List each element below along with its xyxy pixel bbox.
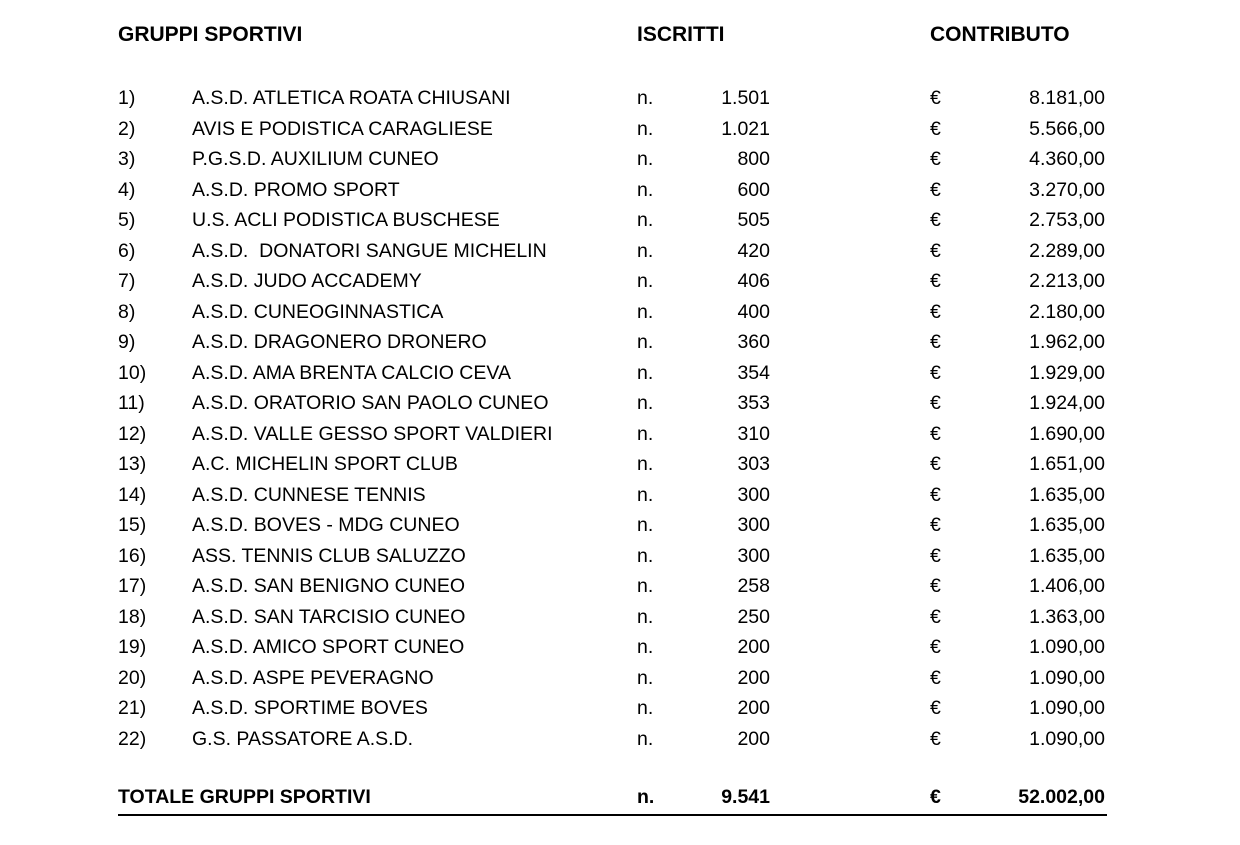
euro-sign: € (930, 331, 941, 353)
table-row (0, 205, 1240, 236)
row-index: 12) (118, 422, 147, 445)
group-name: A.S.D. ASPE PEVERAGNO (192, 666, 434, 689)
table-row (0, 541, 1240, 572)
contributo-value: 1.929,00 (1029, 361, 1105, 384)
row-index: 1) (118, 87, 136, 109)
unit-label: n. (637, 636, 654, 658)
euro-sign: € (930, 87, 941, 109)
spacer (770, 693, 930, 724)
euro-sign: € (930, 361, 941, 384)
unit-label: n. (637, 300, 654, 323)
group-name: A.S.D. BOVES - MDG CUNEO (192, 514, 460, 536)
contributo-value: 1.090,00 (1029, 697, 1105, 719)
contributo-value: 1.924,00 (1029, 392, 1105, 414)
euro-sign: € (930, 636, 941, 658)
spacer (770, 782, 930, 812)
iscritti-value: 200 (737, 727, 770, 750)
euro-sign: € (930, 300, 941, 323)
table-row (0, 144, 1240, 175)
spacer (770, 449, 930, 480)
unit-label: n. (637, 117, 654, 140)
iscritti-value: 300 (737, 514, 770, 536)
page-title: GRUPPI SPORTIVI (118, 23, 303, 46)
spacer (770, 663, 930, 694)
unit-label: n. (637, 666, 654, 689)
euro-sign: € (930, 148, 941, 170)
unit-label: n. (637, 178, 654, 201)
group-name: A.C. MICHELIN SPORT CLUB (192, 453, 458, 475)
contributo-value: 1.635,00 (1029, 514, 1105, 536)
unit-label: n. (637, 148, 654, 170)
unit-label: n. (637, 270, 654, 292)
table-row (0, 510, 1240, 541)
euro-sign: € (930, 209, 941, 231)
total-contributo-value: 52.002,00 (1018, 786, 1105, 808)
euro-sign: € (930, 697, 941, 719)
row-index: 5) (118, 209, 136, 231)
table-row (0, 724, 1240, 755)
iscritti-value: 420 (737, 239, 770, 262)
group-name: A.S.D. SAN BENIGNO CUNEO (192, 575, 466, 597)
unit-label: n. (637, 483, 654, 506)
unit-label: n. (637, 361, 654, 384)
row-index: 6) (118, 239, 136, 262)
row-index: 13) (118, 453, 147, 475)
row-index: 10) (118, 361, 147, 384)
unit-label: n. (637, 544, 654, 567)
iscritti-value: 310 (737, 422, 770, 445)
row-index: 4) (118, 178, 136, 201)
unit-label: n. (637, 422, 654, 445)
iscritti-value: 300 (737, 483, 770, 506)
table-row (0, 480, 1240, 511)
contributo-value: 2.213,00 (1029, 270, 1105, 292)
euro-sign: € (930, 544, 941, 567)
row-index: 22) (118, 727, 147, 750)
group-name: AVIS E PODISTICA CARAGLIESE (192, 117, 493, 140)
table-row (0, 693, 1240, 724)
euro-sign: € (930, 117, 941, 140)
row-index: 7) (118, 270, 136, 292)
iscritti-value: 303 (737, 453, 770, 475)
euro-sign: € (930, 666, 941, 689)
euro-sign: € (930, 270, 941, 292)
group-name: A.S.D. VALLE GESSO SPORT VALDIERI (192, 422, 553, 445)
table-row (0, 83, 1240, 114)
table-row (0, 602, 1240, 633)
contributo-value: 1.406,00 (1029, 575, 1105, 597)
unit-label: n. (637, 87, 654, 109)
spacer (770, 571, 930, 602)
table-row (0, 175, 1240, 206)
spacer (770, 419, 930, 450)
unit-label: n. (637, 697, 654, 719)
euro-sign: € (930, 514, 941, 536)
contributo-value: 1.363,00 (1029, 605, 1105, 628)
spacer (770, 144, 930, 175)
spacer (770, 205, 930, 236)
spacer (770, 632, 930, 663)
contributo-value: 2.289,00 (1029, 239, 1105, 262)
table-row (0, 632, 1240, 663)
iscritti-value: 354 (737, 361, 770, 384)
group-name: A.S.D. SAN TARCISIO CUNEO (192, 605, 466, 628)
row-index: 2) (118, 117, 136, 140)
column-header-contributo: CONTRIBUTO (930, 23, 1070, 46)
contributo-value: 1.962,00 (1029, 331, 1105, 353)
table-row (0, 266, 1240, 297)
row-index: 21) (118, 697, 147, 719)
group-name: A.S.D. JUDO ACCADEMY (192, 270, 422, 292)
euro-sign: € (930, 575, 941, 597)
group-name: A.S.D. ATLETICA ROATA CHIUSANI (192, 87, 511, 109)
unit-label: n. (637, 331, 654, 353)
table-row (0, 114, 1240, 145)
euro-sign: € (930, 727, 941, 750)
group-name: U.S. ACLI PODISTICA BUSCHESE (192, 209, 500, 231)
group-name: A.S.D. PROMO SPORT (192, 178, 400, 201)
iscritti-value: 800 (737, 148, 770, 170)
spacer (770, 358, 930, 389)
iscritti-value: 400 (737, 300, 770, 323)
unit-label: n. (637, 727, 654, 750)
total-row (118, 782, 1107, 814)
contributo-value: 1.690,00 (1029, 422, 1105, 445)
table-row (0, 297, 1240, 328)
spacer (770, 114, 930, 145)
unit-label: n. (637, 786, 655, 808)
iscritti-value: 258 (737, 575, 770, 597)
table-body (0, 83, 1240, 754)
euro-sign: € (930, 453, 941, 475)
spacer (770, 297, 930, 328)
spacer (770, 236, 930, 267)
total-label: TOTALE GRUPPI SPORTIVI (118, 786, 371, 808)
spacer (770, 83, 930, 114)
unit-label: n. (637, 575, 654, 597)
contributo-value: 1.090,00 (1029, 636, 1105, 658)
spacer (770, 266, 930, 297)
row-index: 16) (118, 544, 147, 567)
row-index: 15) (118, 514, 147, 536)
euro-sign: € (930, 392, 941, 414)
contributo-value: 1.090,00 (1029, 727, 1105, 750)
iscritti-value: 505 (737, 209, 770, 231)
unit-label: n. (637, 605, 654, 628)
euro-sign: € (930, 239, 941, 262)
row-index: 20) (118, 666, 147, 689)
group-name: A.S.D. AMICO SPORT CUNEO (192, 636, 465, 658)
table-row (0, 449, 1240, 480)
euro-sign: € (930, 178, 941, 201)
group-name: A.S.D. AMA BRENTA CALCIO CEVA (192, 361, 511, 384)
iscritti-value: 1.021 (721, 117, 770, 140)
iscritti-value: 1.501 (721, 87, 770, 109)
iscritti-value: 360 (737, 331, 770, 353)
group-name: A.S.D. CUNEOGINNASTICA (192, 300, 444, 323)
table-row (0, 388, 1240, 419)
group-name: ASS. TENNIS CLUB SALUZZO (192, 544, 466, 567)
iscritti-value: 250 (737, 605, 770, 628)
iscritti-value: 200 (737, 636, 770, 658)
contributo-value: 4.360,00 (1029, 148, 1105, 170)
contributo-value: 5.566,00 (1029, 117, 1105, 140)
contributo-value: 1.635,00 (1029, 483, 1105, 506)
unit-label: n. (637, 514, 654, 536)
contributo-value: 1.090,00 (1029, 666, 1105, 689)
table-row (0, 571, 1240, 602)
row-index: 17) (118, 575, 147, 597)
iscritti-value: 353 (737, 392, 770, 414)
group-name: A.S.D. SPORTIME BOVES (192, 697, 428, 719)
contributo-value: 3.270,00 (1029, 178, 1105, 201)
contributo-value: 2.180,00 (1029, 300, 1105, 323)
group-name: A.S.D. DRAGONERO DRONERO (192, 331, 487, 353)
spacer (770, 175, 930, 206)
contributo-value: 2.753,00 (1029, 209, 1105, 231)
spacer (770, 327, 930, 358)
row-index: 18) (118, 605, 147, 628)
spacer (770, 602, 930, 633)
table-row (0, 358, 1240, 389)
row-index: 8) (118, 300, 136, 323)
table-row (0, 419, 1240, 450)
euro-sign: € (930, 422, 941, 445)
table-header (0, 0, 1240, 52)
iscritti-value: 406 (737, 270, 770, 292)
contributo-value: 8.181,00 (1029, 87, 1105, 109)
row-index: 14) (118, 483, 147, 506)
contributo-value: 1.635,00 (1029, 544, 1105, 567)
row-index: 11) (118, 392, 145, 414)
group-name: A.S.D. CUNNESE TENNIS (192, 483, 426, 506)
table-row (0, 327, 1240, 358)
euro-sign: € (930, 605, 941, 628)
contributo-value: 1.651,00 (1029, 453, 1105, 475)
table-row (0, 663, 1240, 694)
spacer (770, 724, 930, 755)
iscritti-value: 300 (737, 544, 770, 567)
unit-label: n. (637, 209, 654, 231)
group-name: A.S.D. DONATORI SANGUE MICHELIN (192, 239, 547, 262)
group-name: P.G.S.D. AUXILIUM CUNEO (192, 148, 439, 170)
spacer (770, 388, 930, 419)
column-header-iscritti: ISCRITTI (637, 23, 725, 46)
table-row (0, 236, 1240, 267)
row-index: 9) (118, 331, 136, 353)
iscritti-value: 600 (737, 178, 770, 201)
group-name: A.S.D. ORATORIO SAN PAOLO CUNEO (192, 392, 549, 414)
spacer (770, 541, 930, 572)
unit-label: n. (637, 392, 654, 414)
total-iscritti-value: 9.541 (721, 786, 770, 808)
spacer (770, 510, 930, 541)
unit-label: n. (637, 239, 654, 262)
unit-label: n. (637, 453, 654, 475)
row-index: 3) (118, 148, 136, 170)
row-index: 19) (118, 636, 147, 658)
spacer (770, 480, 930, 511)
group-name: G.S. PASSATORE A.S.D. (192, 727, 414, 750)
euro-sign: € (930, 786, 941, 808)
iscritti-value: 200 (737, 697, 770, 719)
euro-sign: € (930, 483, 941, 506)
total-underline (118, 782, 1107, 816)
iscritti-value: 200 (737, 666, 770, 689)
